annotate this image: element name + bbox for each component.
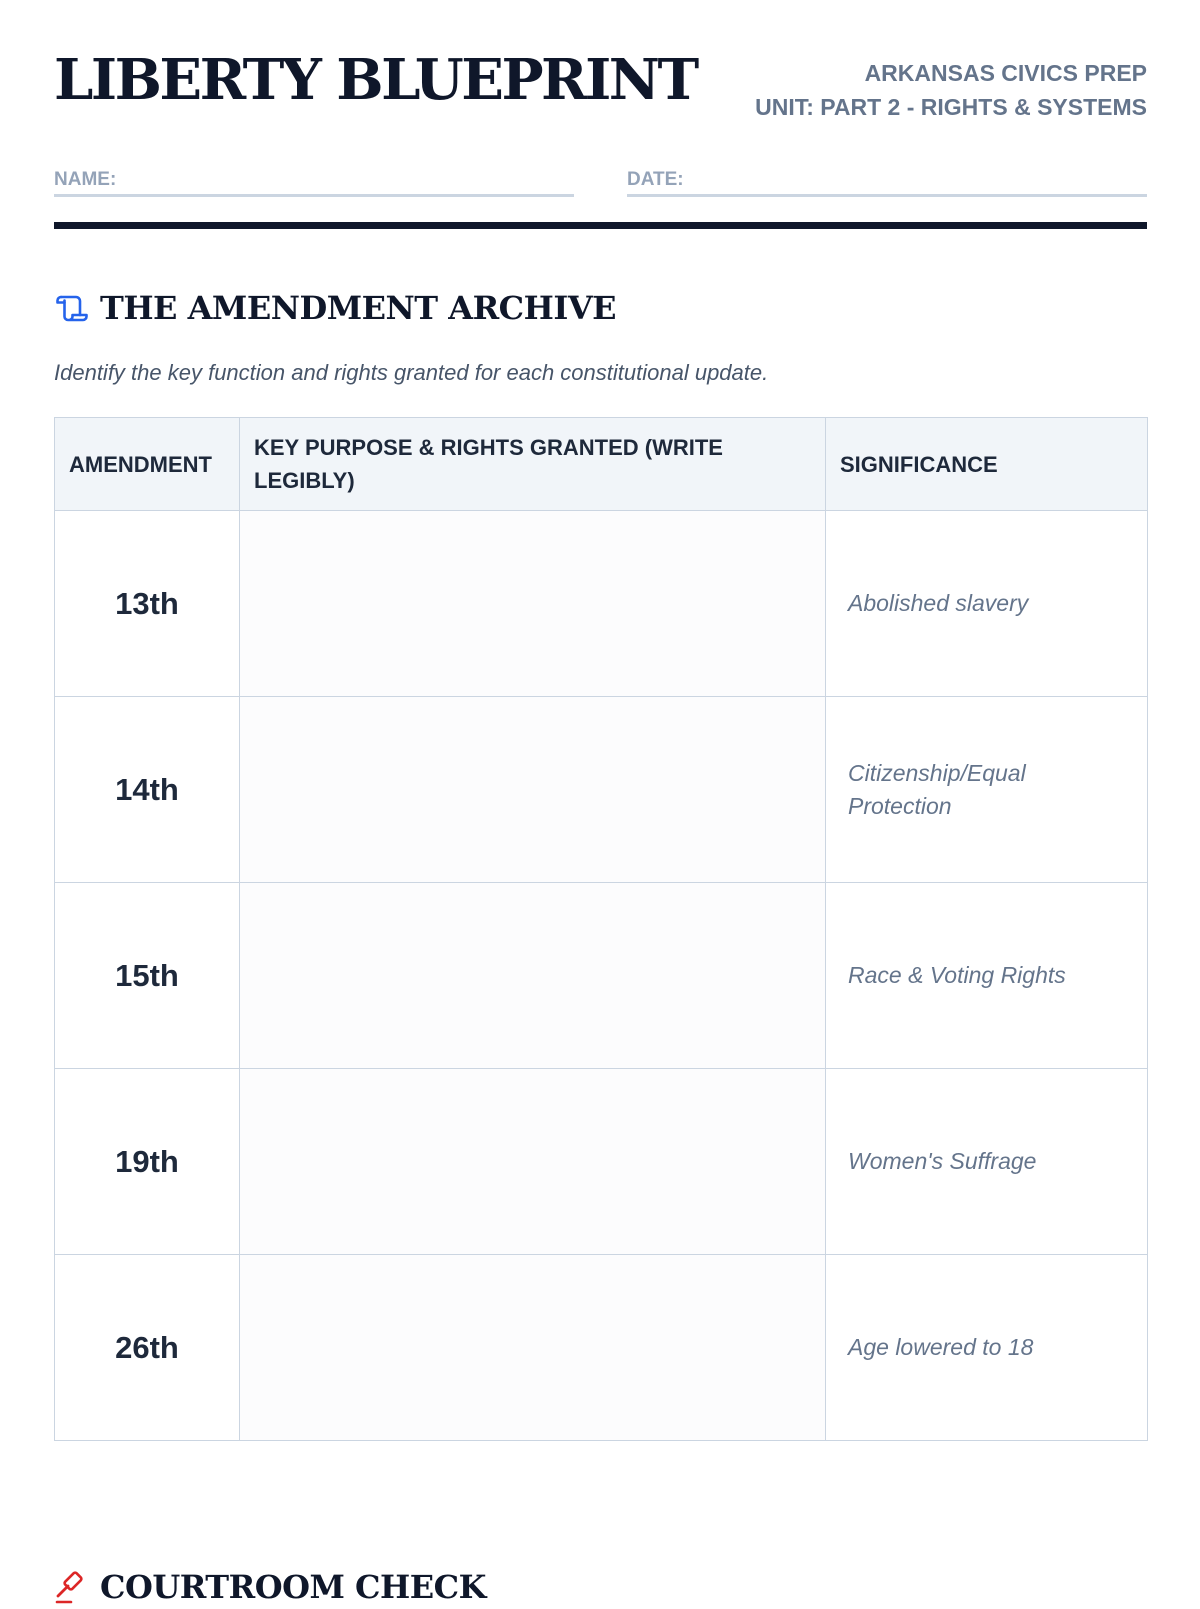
table-row: [55, 1255, 1148, 1441]
scroll-icon: [54, 291, 88, 325]
amendment-cell: 13th: [55, 511, 240, 697]
significance-cell: Women's Suffrage: [826, 1069, 1148, 1255]
name-field[interactable]: [54, 166, 574, 197]
amendment-table: [54, 417, 1148, 1441]
section-title: COURTROOM CHECK: [100, 1568, 486, 1606]
unit-name: UNIT: PART 2 - RIGHTS & SYSTEMS: [755, 94, 1147, 120]
worksheet-page: [54, 0, 1147, 1606]
amendment-cell: 26th: [55, 1255, 240, 1441]
table-row: [55, 883, 1148, 1069]
course-name: ARKANSAS CIVICS PREP: [864, 60, 1147, 86]
purpose-answer-cell[interactable]: [240, 1255, 826, 1441]
table-row: [55, 1069, 1148, 1255]
section-instructions: Identify the key function and rights granted for each constitutional update.: [54, 360, 769, 385]
significance-cell: Citizenship/Equal Protection: [826, 697, 1148, 883]
table-header-row: [55, 418, 1148, 511]
column-header-amendment: AMENDMENT: [55, 418, 240, 511]
gavel-icon: [54, 1570, 88, 1604]
student-fields: [54, 166, 1147, 198]
section-courtroom-check: [54, 1568, 486, 1606]
table-row: [55, 511, 1148, 697]
amendment-cell: 19th: [55, 1069, 240, 1255]
significance-cell: Race & Voting Rights: [826, 883, 1148, 1069]
worksheet-header: [54, 0, 1147, 150]
significance-cell: Age lowered to 18: [826, 1255, 1148, 1441]
name-label: NAME:: [54, 169, 117, 190]
date-label: DATE:: [627, 169, 684, 190]
purpose-answer-cell[interactable]: [240, 1069, 826, 1255]
table-row: [55, 697, 1148, 883]
amendment-cell: 14th: [55, 697, 240, 883]
column-header-purpose: KEY PURPOSE & RIGHTS GRANTED (WRITE LEGIBLY): [240, 418, 826, 511]
purpose-answer-cell[interactable]: [240, 697, 826, 883]
amendment-cell: 15th: [55, 883, 240, 1069]
header-divider: [54, 222, 1147, 229]
purpose-answer-cell[interactable]: [240, 883, 826, 1069]
section-title: THE AMENDMENT ARCHIVE: [100, 289, 617, 327]
page-title: LIBERTY BLUEPRINT: [54, 47, 697, 113]
column-header-significance: SIGNIFICANCE: [826, 418, 1148, 511]
date-field[interactable]: [627, 166, 1147, 197]
purpose-answer-cell[interactable]: [240, 511, 826, 697]
section-amendment-archive: [54, 288, 616, 328]
course-meta: [755, 56, 1147, 124]
significance-cell: Abolished slavery: [826, 511, 1148, 697]
